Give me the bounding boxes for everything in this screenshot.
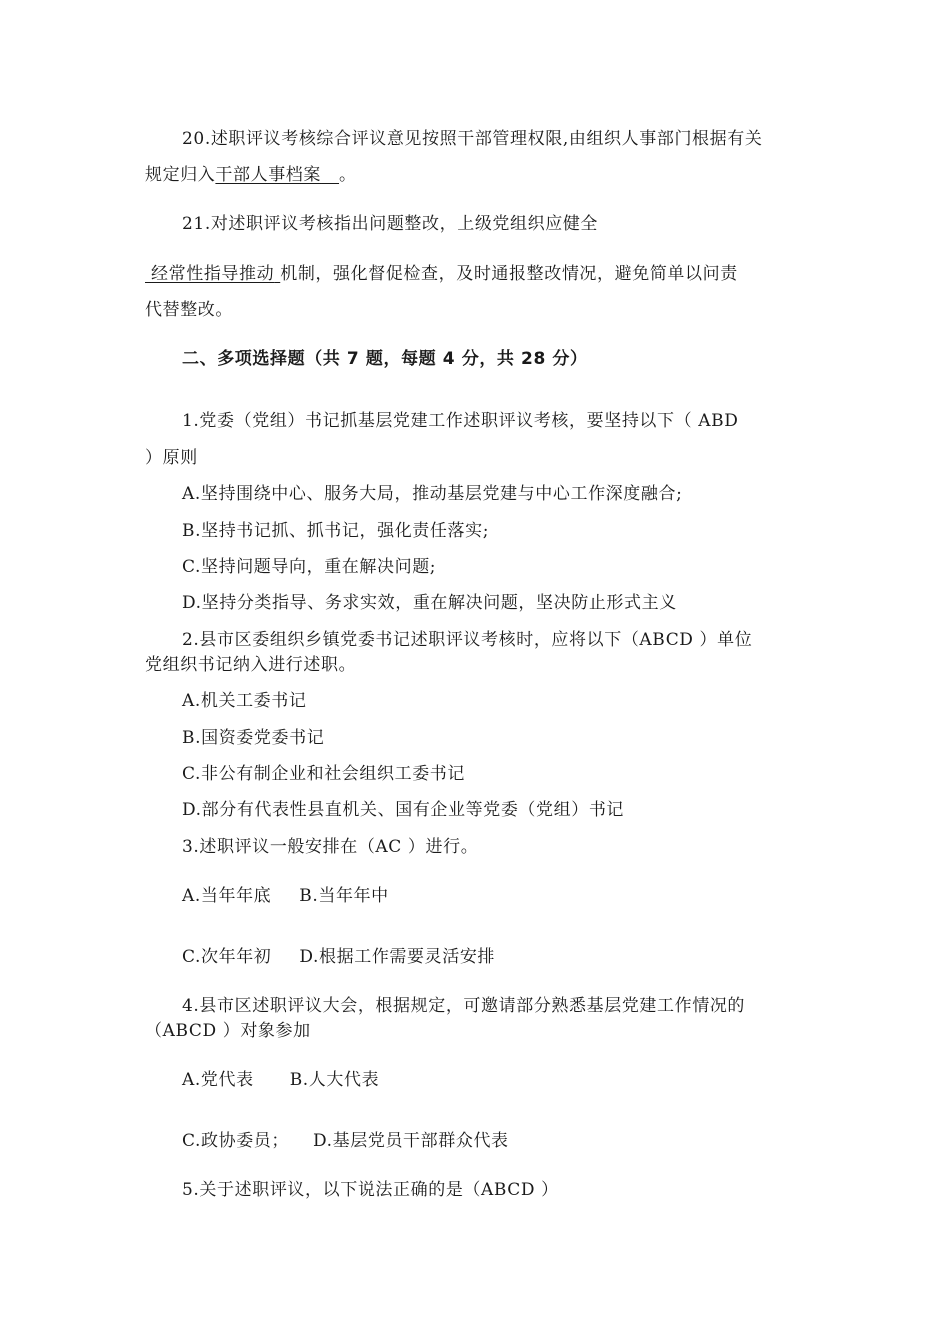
m4-option-a: A.党代表 bbox=[182, 1070, 254, 1090]
m1-option-b: B.坚持书记抓、抓书记，强化责任落实; bbox=[182, 521, 490, 541]
m3-options-row2 bbox=[182, 945, 495, 969]
m3-option-c: C.次年年初 bbox=[182, 947, 272, 967]
m1-question-line1: 1.党委（党组）书记抓基层党建工作述职评议考核，要坚持以下（ ABD bbox=[182, 411, 739, 431]
m3-option-d: D.根据工作需要灵活安排 bbox=[299, 947, 496, 967]
section-heading: 二、多项选择题（共 7 题，每题 4 分，共 28 分） bbox=[182, 349, 588, 369]
m4-options-row1 bbox=[182, 1068, 379, 1092]
q21-line3: 代替整改。 bbox=[145, 300, 233, 320]
m4-options-row2 bbox=[182, 1129, 509, 1153]
m3-option-b: B.当年年中 bbox=[299, 886, 389, 906]
m4-question-line2: （ABCD ）对象参加 bbox=[145, 1021, 311, 1041]
q21-line2-suffix: 机制，强化督促检查，及时通报整改情况，避免简单以问责 bbox=[280, 264, 738, 284]
m1-option-d: D.坚持分类指导、务求实效，重在解决问题，坚决防止形式主义 bbox=[182, 593, 677, 613]
m2-option-b: B.国资委党委书记 bbox=[182, 728, 325, 748]
q20-answer: 干部人事档案 bbox=[215, 165, 322, 185]
q20-line2-suffix: 。 bbox=[339, 165, 357, 185]
m2-question-line1: 2.县市区委组织乡镇党委书记述职评议考核时，应将以下（ABCD ）单位 bbox=[182, 630, 753, 650]
m1-option-c: C.坚持问题导向，重在解决问题; bbox=[182, 557, 437, 577]
m4-option-c: C.政协委员； bbox=[182, 1131, 290, 1151]
m3-options-row1 bbox=[182, 884, 389, 908]
m3-option-a: A.当年年底 bbox=[182, 886, 272, 906]
q21-line1: 21.对述职评议考核指出问题整改，上级党组织应健全 bbox=[182, 214, 599, 234]
q20-line1: 20.述职评议考核综合评议意见按照干部管理权限,由组织人事部门根据有关 bbox=[182, 129, 763, 149]
m1-question-line2: ）原则 bbox=[145, 448, 198, 468]
m2-option-c: C.非公有制企业和社会组织工委书记 bbox=[182, 764, 466, 784]
m4-option-b: B.人大代表 bbox=[289, 1070, 380, 1090]
q21-line2 bbox=[145, 262, 738, 286]
m2-option-d: D.部分有代表性县直机关、国有企业等党委（党组）书记 bbox=[182, 800, 625, 820]
q20-line2-prefix: 规定归入 bbox=[145, 165, 216, 185]
m4-option-d: D.基层党员干部群众代表 bbox=[313, 1131, 509, 1151]
m4-question-line1: 4.县市区述职评议大会，根据规定，可邀请部分熟悉基层党建工作情况的 bbox=[182, 996, 746, 1016]
m2-question-line2: 党组织书记纳入进行述职。 bbox=[145, 655, 357, 675]
m2-option-a: A.机关工委书记 bbox=[182, 691, 307, 711]
q20-line2 bbox=[145, 163, 357, 187]
q21-answer: 经常性指导推动 bbox=[151, 264, 275, 284]
m5-question: 5.关于述职评议，以下说法正确的是（ABCD ） bbox=[182, 1180, 559, 1200]
m1-option-a: A.坚持围绕中心、服务大局，推动基层党建与中心工作深度融合; bbox=[182, 484, 683, 504]
m3-question: 3.述职评议一般安排在（AC ）进行。 bbox=[182, 837, 479, 857]
